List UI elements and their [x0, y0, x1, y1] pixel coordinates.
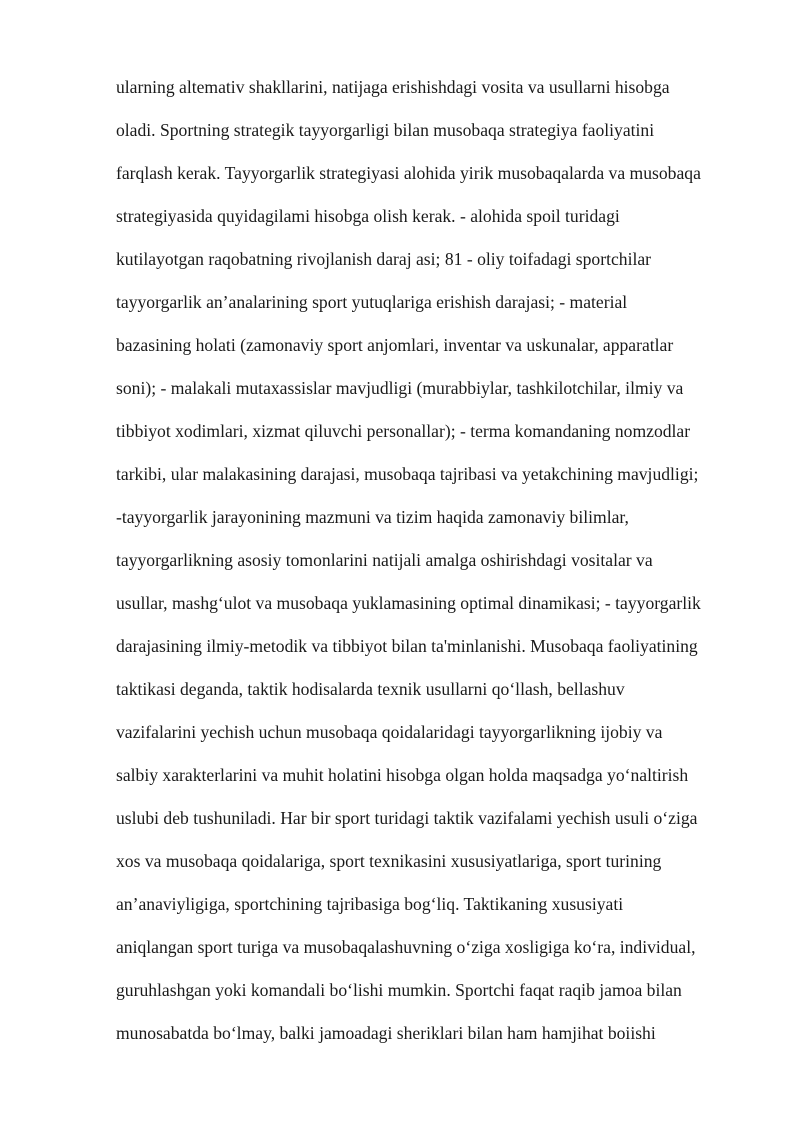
body-text-line: strategiyasida quyidagilami hisobga olish kerak. - alohida spoil turidagi: [116, 206, 620, 226]
body-text-line: aniqlangan sport turiga va musobaqalashuvning o‘ziga xosligiga ko‘ra, individual,: [116, 937, 696, 957]
body-text-line: bazasining holati (zamonaviy sport anjomlari, inventar va uskunalar, apparatlar: [116, 335, 674, 355]
body-text-line: oladi. Sportning strategik tayyorgarligi bilan musobaqa strategiya faoliyatini: [116, 120, 655, 140]
body-text-line: kutilayotgan raqobatning rivojlanish daraj asi; 81 - oliy toifadagi sportchilar: [116, 249, 652, 269]
body-text-line: ularning altemativ shakllarini, natijaga erishishdagi vosita va usullarni hisobga: [116, 77, 670, 97]
body-text-line: salbiy xarakterlarini va muhit holatini hisobga olgan holda maqsadga yo‘naltirish: [116, 765, 689, 785]
body-text-line: usullar, mashg‘ulot va musobaqa yuklamasining optimal dinamikasi; - tayyorgarlik: [116, 593, 701, 613]
body-text-line: an’anaviyligiga, sportchining tajribasiga bog‘liq. Taktikaning xususiyati: [116, 894, 624, 914]
body-text-line: xos va musobaqa qoidalariga, sport texnikasini xususiyatlariga, sport turining: [116, 851, 662, 871]
body-text-line: tayyorgarlik an’analarining sport yutuqlariga erishish darajasi; - material: [116, 292, 628, 312]
body-text-line: tibbiyot xodimlari, xizmat qiluvchi personallar); - terma komandaning nomzodlar: [116, 421, 691, 441]
body-text-line: munosabatda bo‘lmay, balki jamoadagi sheriklari bilan ham hamjihat boiishi: [116, 1023, 656, 1043]
body-text-line: darajasining ilmiy-metodik va tibbiyot bilan ta'minlanishi. Musobaqa faoliyatining: [116, 636, 698, 656]
body-text-line: soni); - malakali mutaxassislar mavjudligi (murabbiylar, tashkilotchilar, ilmiy va: [116, 378, 684, 398]
body-text-line: taktikasi deganda, taktik hodisalarda texnik usullarni qo‘llash, bellashuv: [116, 679, 625, 699]
body-text-line: farqlash kerak. Tayyorgarlik strategiyasi alohida yirik musobaqalarda va musobaqa: [116, 163, 701, 183]
body-text-line: vazifalarini yechish uchun musobaqa qoidalaridagi tayyorgarlikning ijobiy va: [116, 722, 663, 742]
body-text-line: guruhlashgan yoki komandali bo‘lishi mumkin. Sportchi faqat raqib jamoa bilan: [116, 980, 682, 1000]
body-text-line: tayyorgarlikning asosiy tomonlarini natijali amalga oshirishdagi vositalar va: [116, 550, 653, 570]
body-text-line: tarkibi, ular malakasining darajasi, musobaqa tajribasi va yetakchining mavjudligi;: [116, 464, 699, 484]
body-text-line: -tayyorgarlik jarayonining mazmuni va tizim haqida zamonaviy bilimlar,: [116, 507, 629, 527]
body-text-line: uslubi deb tushuniladi. Har bir sport turidagi taktik vazifalami yechish usuli o‘ziga: [116, 808, 698, 828]
